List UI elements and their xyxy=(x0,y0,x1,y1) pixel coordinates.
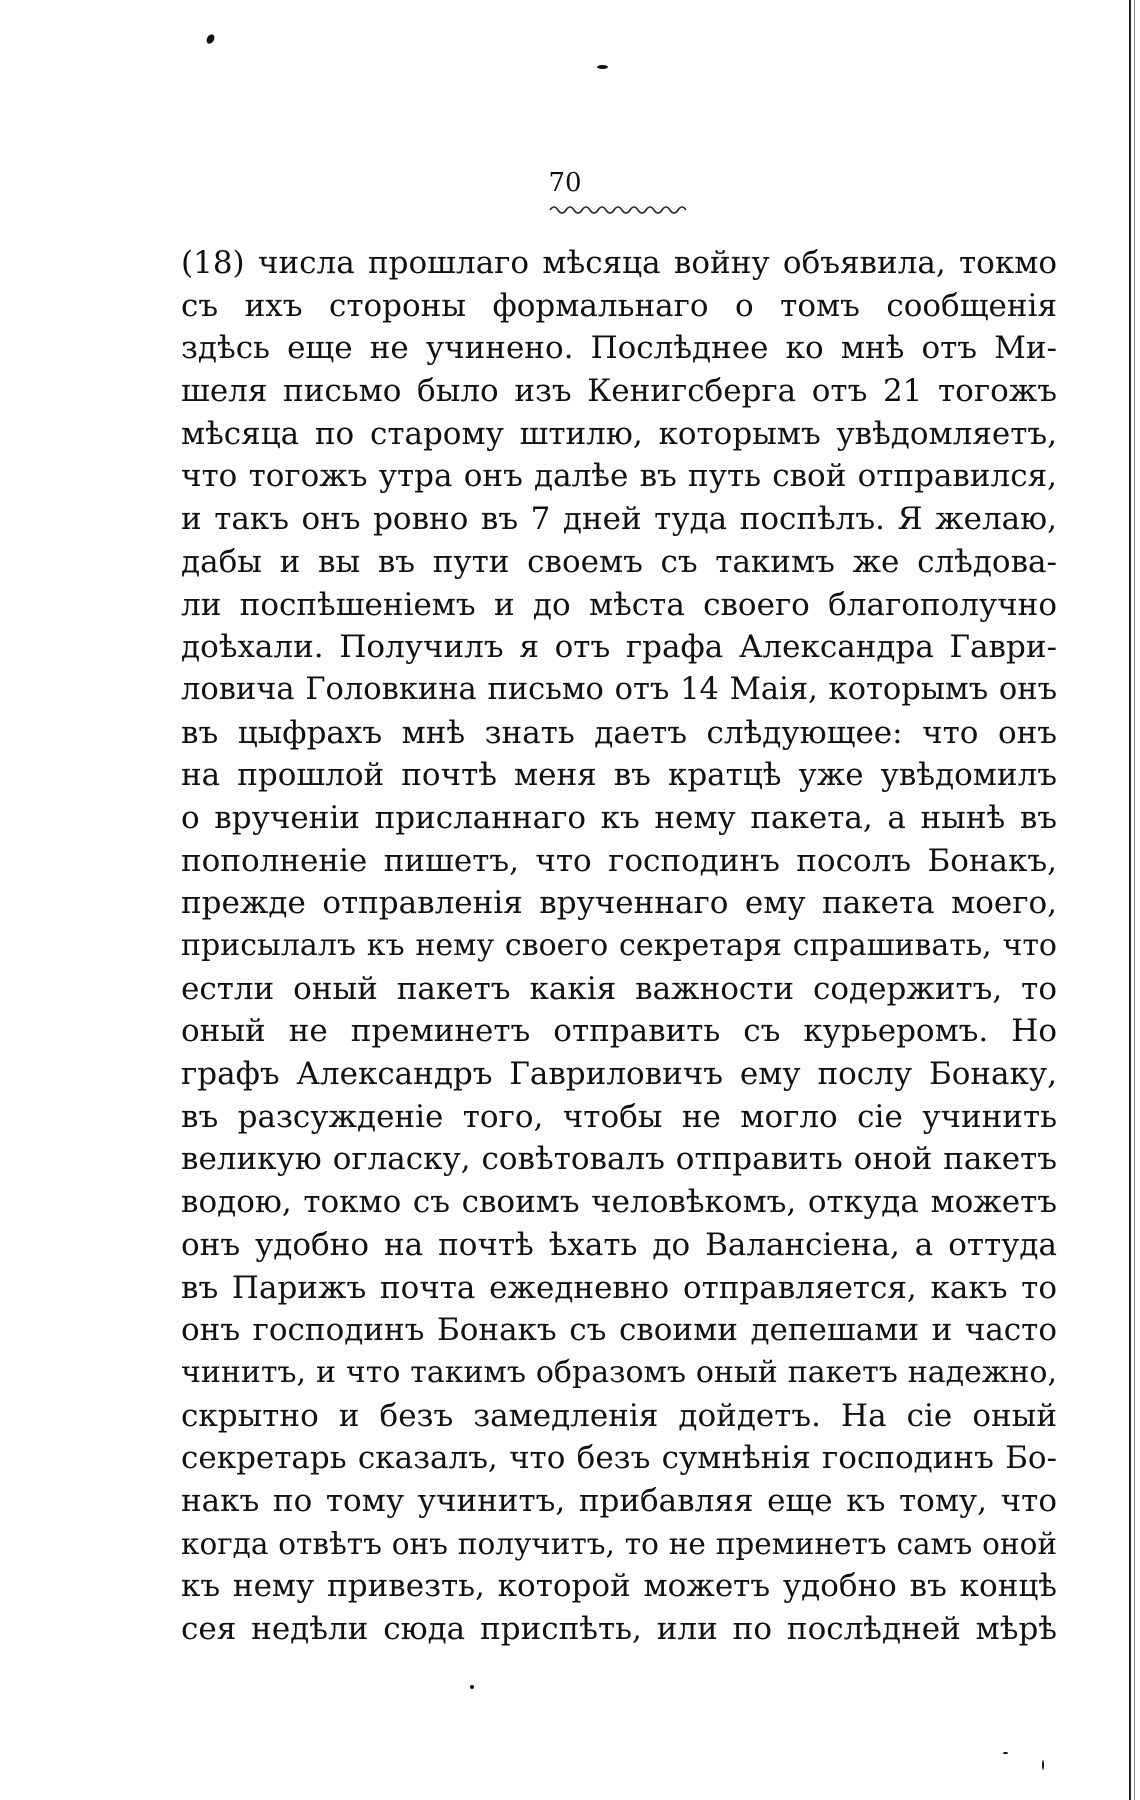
text-line: дабы и вы въ пути своемъ съ такимъ же слѣдова- xyxy=(181,543,1057,580)
text-line: пополненіе пишетъ, что господинъ посолъ Бонакъ, xyxy=(181,842,1057,879)
text-line: и такъ онъ ровно въ 7 дней туда поспѣлъ. Я желаю, xyxy=(181,501,1057,538)
text-line: въ Парижъ почта ежедневно отправляется, какъ то xyxy=(181,1269,1057,1306)
scan-speck xyxy=(1003,1752,1008,1754)
text-line: накъ по тому учинитъ, прибавляя еще къ тому, что xyxy=(181,1482,1057,1519)
text-line: онъ господинъ Бонакъ съ своими депешами и часто xyxy=(181,1312,1057,1349)
scan-speck xyxy=(597,65,608,69)
scan-speck xyxy=(1042,1760,1044,1770)
text-line: въ разсужденіе того, чтобы не могло сіе учинить xyxy=(181,1098,1057,1135)
text-line: ли поспѣшеніемъ и до мѣста своего благополучно xyxy=(181,586,1057,623)
page-edge-line-faint xyxy=(1134,0,1135,1800)
text-line: великую огласку, совѣтовалъ отправить оной пакетъ xyxy=(181,1141,1057,1178)
text-line: онъ удобно на почтѣ ѣхать до Валансіена, а оттуда xyxy=(181,1226,1057,1263)
text-line: (18) числа прошлаго мѣсяца войну объявила, токмо xyxy=(181,245,1057,281)
body-text xyxy=(181,242,1057,1651)
wavy-ornament-icon xyxy=(548,203,698,217)
text-line: графъ Александръ Гавриловичъ ему послу Бонаку, xyxy=(181,1056,1057,1093)
text-line: шеля письмо было изъ Кенигсберга отъ 21 тогожъ xyxy=(181,373,1057,410)
text-line: что тогожъ утра онъ далѣе въ путь свой отправился, xyxy=(181,458,1057,495)
text-line: естли оный пакетъ какія важности содержитъ, то xyxy=(181,970,1057,1007)
page-edge-line xyxy=(1129,0,1131,1800)
text-line: сея недѣли сюда приспѣть, или по послѣдней мѣрѣ xyxy=(181,1611,1057,1647)
text-line: присылалъ къ нему своего секретаря спрашивать, что xyxy=(181,928,1057,963)
text-line: о врученіи присланнаго къ нему пакета, а нынѣ въ xyxy=(181,799,1057,836)
text-line: прежде отправленія врученнаго ему пакета моего, xyxy=(181,885,1057,922)
text-line: водою, токмо съ своимъ человѣкомъ, откуда можетъ xyxy=(181,1184,1057,1221)
scan-speck xyxy=(205,33,216,45)
text-line: съ ихъ стороны формальнаго о томъ сообщенія xyxy=(181,287,1057,324)
text-line: на прошлой почтѣ меня въ кратцѣ уже увѣдомилъ xyxy=(181,757,1057,794)
text-line: къ нему привезть, которой можетъ удобно въ концѣ xyxy=(181,1568,1057,1605)
text-line: когда отвѣтъ онъ получитъ, то не преминетъ самъ оной xyxy=(181,1526,1057,1561)
text-line: скрытно и безъ замедленія дойдетъ. На сіе оный xyxy=(181,1397,1057,1434)
text-line: секретарь сказалъ, что безъ сумнѣнія господинъ Бо- xyxy=(181,1440,1057,1477)
page-number: 70 xyxy=(548,168,582,198)
text-line: въ цыфрахъ мнѣ знать даетъ слѣдующее: что онъ xyxy=(181,714,1057,751)
text-line: чинитъ, и что такимъ образомъ оный пакетъ надежно, xyxy=(181,1354,1057,1390)
text-line: мѣсяца по старому штилю, которымъ увѣдомляетъ, xyxy=(181,415,1057,452)
text-line: здѣсь еще не учинено. Послѣднее ко мнѣ отъ Ми- xyxy=(181,330,1057,367)
text-line: ловича Головкина письмо отъ 14 Маія, которымъ онъ xyxy=(181,671,1057,707)
scan-speck xyxy=(470,1685,474,1689)
text-line: доѣхали. Получилъ я отъ графа Александра Гаври- xyxy=(181,629,1057,666)
text-line: оный не преминетъ отправить съ курьеромъ. Но xyxy=(181,1013,1057,1050)
